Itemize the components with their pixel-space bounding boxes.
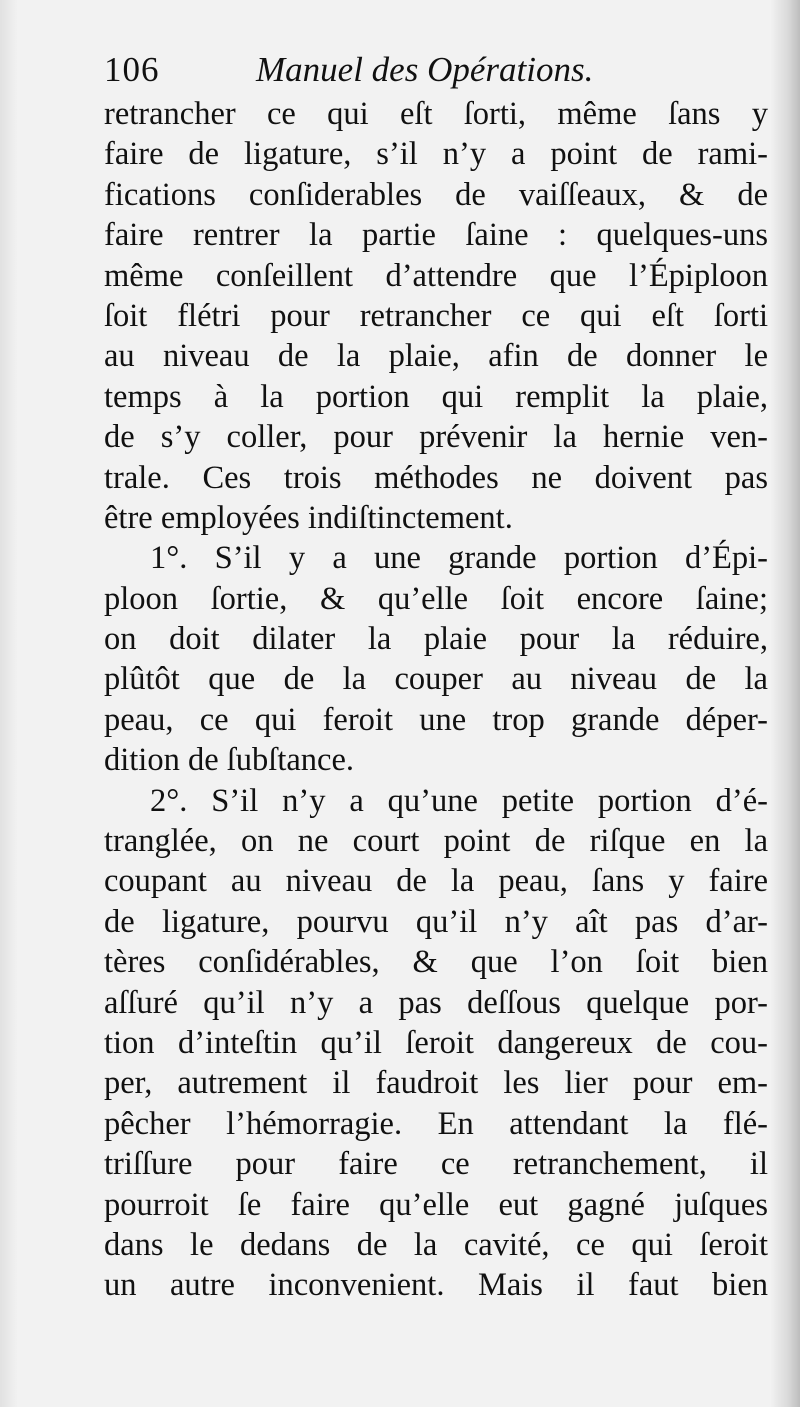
text-line: peau, ce qui feroit une trop grande déper-: [104, 701, 768, 738]
text-line: 2°. S’il n’y a qu’une petite portion d’é-: [150, 782, 768, 819]
text-line: dans le dedans de la cavité, ce qui ſeroit: [104, 1226, 768, 1263]
text-line: fications conſiderables de vaiſſeaux, & de: [104, 176, 768, 213]
text-line: de ligature, pourvu qu’il n’y aît pas d’ar-: [104, 903, 768, 940]
text-line: temps à la portion qui remplit la plaie,: [104, 378, 768, 415]
text-line: même conſeillent d’attendre que l’Épiploon: [104, 257, 768, 294]
running-title: Manuel des Opérations.: [256, 50, 594, 89]
text-line: un autre inconvenient. Mais il faut bien: [104, 1267, 768, 1304]
text-line: on doit dilater la plaie pour la réduire,: [104, 621, 768, 658]
text-line: triſſure pour faire ce retranchement, il: [104, 1146, 768, 1183]
text-line: pêcher l’hémorragie. En attendant la flé-: [104, 1105, 768, 1142]
running-head: [104, 50, 768, 94]
text-line: faire de ligature, s’il n’y a point de rami-: [104, 136, 768, 173]
page-edge-shadow: [0, 0, 18, 1407]
book-page: [104, 50, 768, 1306]
body-text: [104, 94, 768, 1306]
text-line: aſſuré qu’il n’y a pas deſſous quelque por-: [104, 984, 768, 1021]
text-line: faire rentrer la partie ſaine : quelques-uns: [104, 217, 768, 254]
text-line: tranglée, on ne court point de riſque en la: [104, 823, 768, 860]
text-line: 1°. S’il y a une grande portion d’Épi-: [150, 540, 768, 577]
text-line: retrancher ce qui eſt ſorti, même ſans y: [104, 96, 768, 132]
text-line: de s’y coller, pour prévenir la hernie ven-: [104, 419, 768, 456]
text-line: coupant au niveau de la peau, ſans y faire: [104, 863, 768, 900]
text-line: tères conſidérables, & que l’on ſoit bien: [104, 944, 768, 981]
text-line: trale. Ces trois méthodes ne doivent pas: [104, 459, 768, 496]
text-line: dition de ſubſtance.: [104, 742, 355, 779]
text-line: au niveau de la plaie, afin de donner le: [104, 338, 768, 375]
text-line: ploon ſortie, & qu’elle ſoit encore ſaine;: [104, 580, 768, 617]
page-number: 106: [104, 50, 160, 89]
text-line: plûtôt que de la couper au niveau de la: [104, 661, 768, 698]
text-line: tion d’inteſtin qu’il ſeroit dangereux de cou-: [104, 1024, 768, 1061]
text-line: ſoit flétri pour retrancher ce qui eſt ſorti: [104, 297, 768, 334]
text-line: pourroit ſe faire qu’elle eut gagné juſques: [104, 1186, 768, 1223]
binding-shadow: [770, 0, 800, 1407]
text-line: être employées indiſtinctement.: [104, 499, 513, 536]
text-line: per, autrement il faudroit les lier pour em-: [104, 1065, 768, 1102]
